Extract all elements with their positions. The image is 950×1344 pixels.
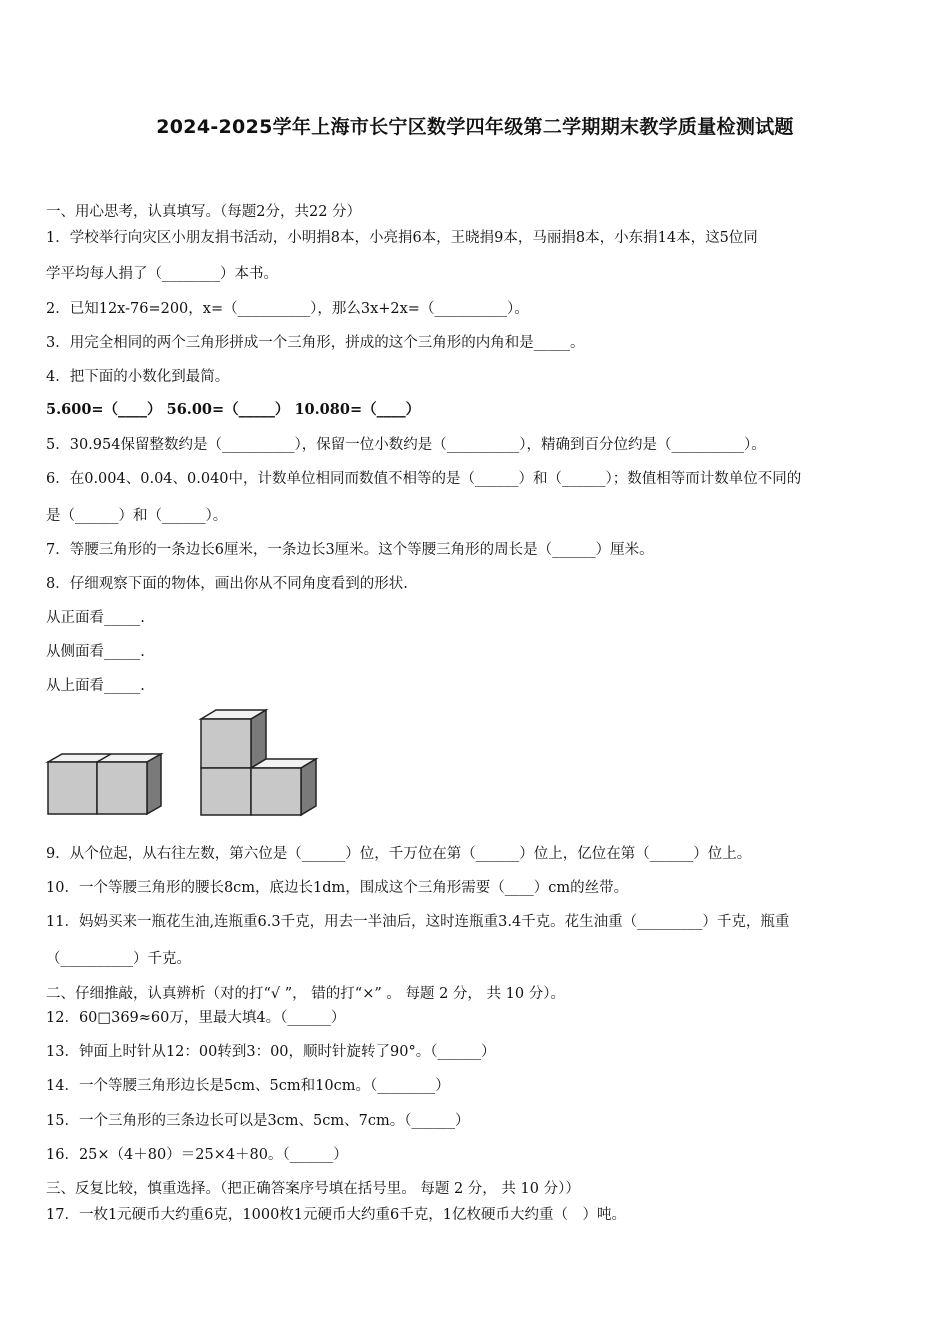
question-13: 13．钟面上时针从12：00转到3：00，顺时针旋转了90°。（______） bbox=[46, 1044, 496, 1060]
question-17: 17．一枚1元硬币大约重6克，1000枚1元硬币大约重6千克，1亿枚硬币大约重（ ）吨。 bbox=[46, 1207, 626, 1223]
question-7: 7．等腰三角形的一条边长6厘米，一条边长3厘米。这个等腰三角形的周长是（______）厘米。 bbox=[46, 542, 654, 558]
question-9: 9．从个位起，从右往左数，第六位是（______）位，千万位在第（______）位上，亿位在第（______）位上。 bbox=[46, 846, 752, 862]
question-6-line-1: 6．在0.004、0.04、0.040中，计数单位相同而数值不相等的是（______）和（______）；数值相等而计数单位不同的 bbox=[46, 471, 802, 487]
view-side: 从侧面看_____. bbox=[46, 644, 145, 660]
cube-figure bbox=[44, 704, 324, 820]
question-2: 2．已知12x-76=200，x=（__________），那么3x+2x=（__________）。 bbox=[46, 301, 529, 317]
question-11-line-2: （__________）千克。 bbox=[46, 951, 191, 967]
page-title: 2024-2025学年上海市长宁区数学四年级第二学期期末教学质量检测试题 bbox=[156, 116, 794, 138]
section-1-heading: 一、用心思考，认真填写。（每题2分，共22 分） bbox=[46, 204, 362, 220]
question-1-line-2: 学平均每人捐了（________）本书。 bbox=[46, 266, 278, 282]
question-10: 10．一个等腰三角形的腰长8cm，底边长1dm，围成这个三角形需要（____）cm的丝带。 bbox=[46, 880, 629, 896]
view-front: 从正面看_____. bbox=[46, 610, 145, 626]
section-2-heading: 二、仔细推敲，认真辨析（对的打“√ ”， 错的打“×” 。 每题 2 分， 共 10 分）。 bbox=[46, 986, 565, 1002]
question-15: 15．一个三角形的三条边长可以是3cm、5cm、7cm。（______） bbox=[46, 1113, 470, 1129]
question-12: 12．60□369≈60万，里最大填4。（______） bbox=[46, 1010, 346, 1026]
question-6-line-2: 是（______）和（______）。 bbox=[46, 508, 228, 524]
question-1-line-1: 1．学校举行向灾区小朋友捐书活动，小明捐8本，小亮捐6本，王晓捐9本，马丽捐8本，小东捐14本，这5位同 bbox=[46, 230, 758, 246]
cube-right-group bbox=[201, 710, 316, 815]
question-5: 5．30.954保留整数约是（__________），保留一位小数约是（__________），精确到百分位约是（__________）。 bbox=[46, 437, 766, 453]
question-8: 8．仔细观察下面的物体，画出你从不同角度看到的形状. bbox=[46, 576, 408, 592]
question-14: 14．一个等腰三角形边长是5cm、5cm和10cm。（________） bbox=[46, 1078, 450, 1094]
section-3-heading: 三、反复比较，慎重选择。（把正确答案序号填在括号里。 每题 2 分， 共 10 分）） bbox=[46, 1181, 580, 1197]
question-3: 3．用完全相同的两个三角形拼成一个三角形，拼成的这个三角形的内角和是_____。 bbox=[46, 335, 585, 351]
question-11-line-1: 11．妈妈买来一瓶花生油,连瓶重6.3千克，用去一半油后，这时连瓶重3.4千克。花生油重（_________）千克，瓶重 bbox=[46, 914, 790, 930]
view-top: 从上面看_____. bbox=[46, 678, 145, 694]
question-16: 16．25×（4＋80）＝25×4＋80。（______） bbox=[46, 1147, 348, 1163]
question-4-items: 5.600=（____） 56.00=（_____） 10.080=（____） bbox=[46, 401, 421, 418]
cube-left-group bbox=[48, 754, 161, 814]
question-4: 4．把下面的小数化到最简。 bbox=[46, 369, 230, 385]
